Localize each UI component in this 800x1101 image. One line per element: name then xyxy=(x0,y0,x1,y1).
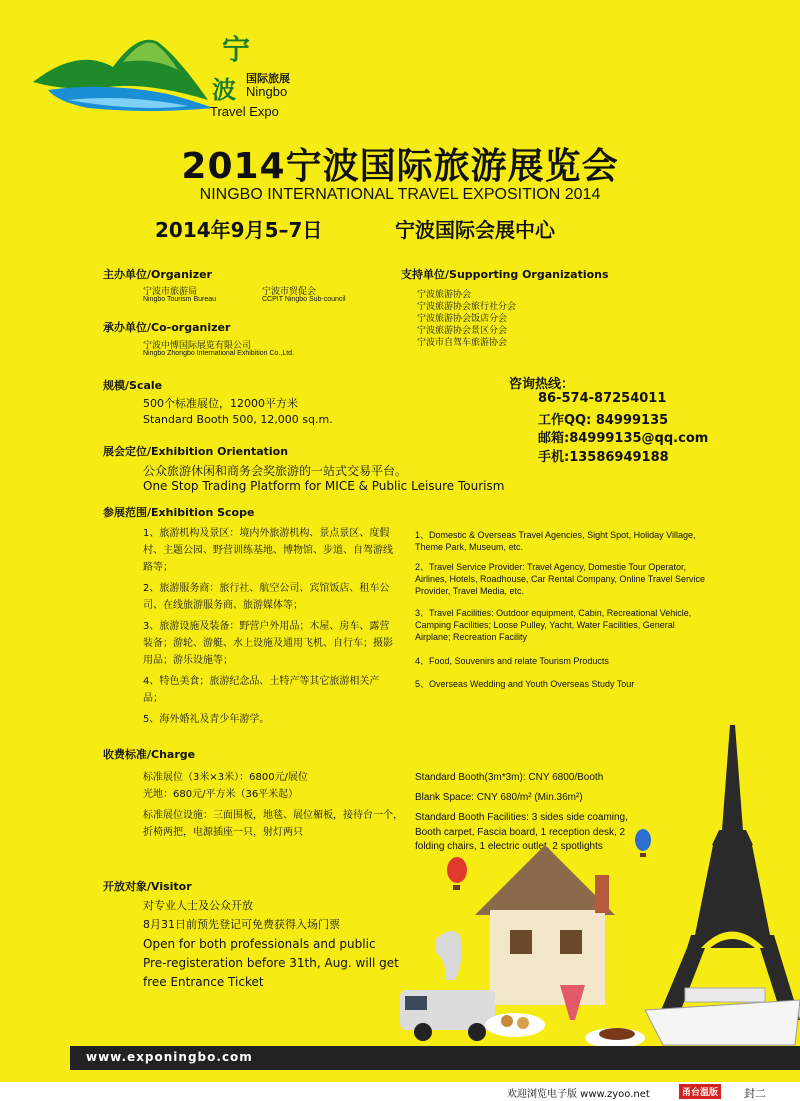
orientation-heading: 展会定位/Exhibition Orientation xyxy=(103,445,289,458)
visitor-cn-line2: 8月31日前预先登记可免费获得入场门票 xyxy=(143,918,340,931)
charge-cn-line1: 标准展位（3米×3米）：6800元/展位 xyxy=(143,772,308,783)
contact-email: 邮箱:84999135@qq.com xyxy=(538,431,709,446)
contact-qq: 工作QQ: 84999135 xyxy=(538,413,669,428)
contact-mobile: 手机:13586949188 xyxy=(538,450,669,465)
supporting-item: 宁波旅游协会饭店分会 xyxy=(417,314,508,324)
scope-en-item: 3、Travel Facilities: Outdoor equipment, Cabin, Recreational Vehicle, Camping Facilities; Loose Pulley, Yacht, Water Facilities, General Airplane; Recreation Facility xyxy=(415,608,692,643)
organizer-1-cn: 宁波市旅游局 xyxy=(143,287,198,297)
supporting-item: 宁波旅游协会 xyxy=(417,290,472,300)
scope-en-item: 5、Overseas Wedding and Youth Overseas Study Tour xyxy=(415,679,635,689)
supporting-item: 宁波旅游协会景区分会 xyxy=(417,326,508,336)
charge-cn-facilities: 标准展位设施：三面围板，地毯、展位楣板，接待台一个，折椅两把，电源插座一只，射灯两只 xyxy=(143,810,403,838)
organizer-2-cn: 宁波市贸促会 xyxy=(262,287,317,297)
charge-en-line1: Standard Booth(3m*3m): CNY 6800/Booth xyxy=(415,772,604,783)
contact-heading: 咨询热线： xyxy=(509,377,575,392)
scope-en-item: 4、Food, Souvenirs and relate Tourism Products xyxy=(415,656,609,666)
scope-en-item: 2、Travel Service Provider: Travel Agency, Domestie Tour Operator, Airlines, Hotels, Roadhouse, Car Rental Company, Online Travel Service Provider, Travel Media, etc. xyxy=(415,562,705,597)
visitor-en-line1: Open for both professionals and public xyxy=(143,937,376,951)
title-en: NINGBO INTERNATIONAL TRAVEL EXPOSITION 2014 xyxy=(199,186,601,203)
scale-en: Standard Booth 500, 12,000 sq.m. xyxy=(143,413,333,426)
contact-phone: 86-574-87254011 xyxy=(538,391,667,406)
charge-en-facilities: Standard Booth Facilities: 3 sides side coaming, Booth carpet, Fascia board, 1 reception desk, 2 folding chairs, 1 electric outlet, 2 spotlights xyxy=(415,812,628,852)
scope-cn-item: 2、旅游服务商：旅行社、航空公司、宾馆饭店、租车公司、在线旅游服务商、旅游媒体等； xyxy=(143,583,390,611)
scope-cn-item: 5、海外婚礼及青少年游学。 xyxy=(143,714,270,725)
supporting-item: 宁波旅游协会旅行社分会 xyxy=(417,302,517,312)
orientation-cn: 公众旅游休闲和商务会奖旅游的一站式交易平台。 xyxy=(143,464,408,478)
scope-cn-item: 1、旅游机构及景区：境内外旅游机构、景点景区、度假村、主题公园、野营训练基地、博物馆、步道、自驾游线路等； xyxy=(143,528,393,573)
supporting-heading: 支持单位/Supporting Organizations xyxy=(401,268,609,281)
organizer-2-en: CCPIT Ningbo Sub-council xyxy=(262,296,346,303)
page-label: 封二 xyxy=(744,1087,766,1100)
logo-cn-char-1: 宁 xyxy=(222,33,251,66)
charge-heading: 收费标准/Charge xyxy=(103,748,196,761)
charge-cn-line2: 光地：680元/平方米（36平米起） xyxy=(143,789,299,800)
scope-cn-item: 4、特色美食；旅游纪念品、土特产等其它旅游相关产品； xyxy=(143,676,380,704)
event-date: 2014年9月5–7日 xyxy=(155,218,323,242)
logo-cn-subtitle: 国际旅展 xyxy=(246,72,290,85)
co-organizer-heading: 承办单位/Co-organizer xyxy=(103,321,231,334)
travel-collage-illustration xyxy=(395,720,800,1050)
visitor-cn-line1: 对专业人士及公众开放 xyxy=(143,899,253,912)
eiffel-tower-icon xyxy=(657,725,800,1020)
charge-en-line2: Blank Space: CNY 680/m² (Min.36m²) xyxy=(415,792,583,803)
website-link[interactable]: www.exponingbo.com xyxy=(86,1050,253,1064)
scope-heading: 参展范围/Exhibition Scope xyxy=(103,506,255,519)
visitor-en-line2: Pre-registeration before 31th, Aug. will get xyxy=(143,956,399,970)
organizer-1-en: Ningbo Tourism Bureau xyxy=(143,296,217,303)
logo-en-line1: Ningbo xyxy=(246,84,288,99)
supporting-item: 宁波市自驾车旅游协会 xyxy=(417,338,508,348)
zyoo-notice[interactable]: 欢迎浏览电子版 www.zyoo.net xyxy=(507,1089,650,1100)
mountain-logo-icon xyxy=(28,22,228,122)
scale-cn: 500个标准展位，12000平方米 xyxy=(143,397,298,410)
horse-statue-icon xyxy=(435,931,462,980)
event-venue: 宁波国际会展中心 xyxy=(395,218,555,242)
edition-badge: 甬台温版 xyxy=(679,1084,721,1099)
rv-vehicle-icon xyxy=(400,990,495,1041)
co-organizer-cn: 宁波中博国际展览有限公司 xyxy=(143,341,252,351)
orientation-en: One Stop Trading Platform for MICE & Public Leisure Tourism xyxy=(143,479,505,493)
visitor-en-line3: free Entrance Ticket xyxy=(143,975,264,989)
visitor-heading: 开放对象/Visitor xyxy=(103,880,192,893)
scope-cn-item: 3、旅游设施及装备：野营户外用品；木屋、房车、露营装备；游轮、游艇、水上设施及通用飞机、自行车；摄影用品；游乐设施等； xyxy=(143,621,393,666)
title-cn: 2014宁波国际旅游展览会 xyxy=(181,146,619,187)
co-organizer-en: Ningbo Zhongbo International Exhibition Co.,Ltd. xyxy=(143,350,294,357)
house-icon xyxy=(475,845,615,1005)
scale-heading: 规模/Scale xyxy=(103,379,163,392)
logo-cn-char-2: 波 xyxy=(212,75,236,104)
logo-en-line2: Travel Expo xyxy=(210,104,279,119)
scope-en-item: 1、Domestic & Overseas Travel Agencies, Sight Spot, Holiday Village, Theme Park, Museum, etc. xyxy=(415,530,696,553)
organizer-heading: 主办单位/Organizer xyxy=(103,268,212,281)
